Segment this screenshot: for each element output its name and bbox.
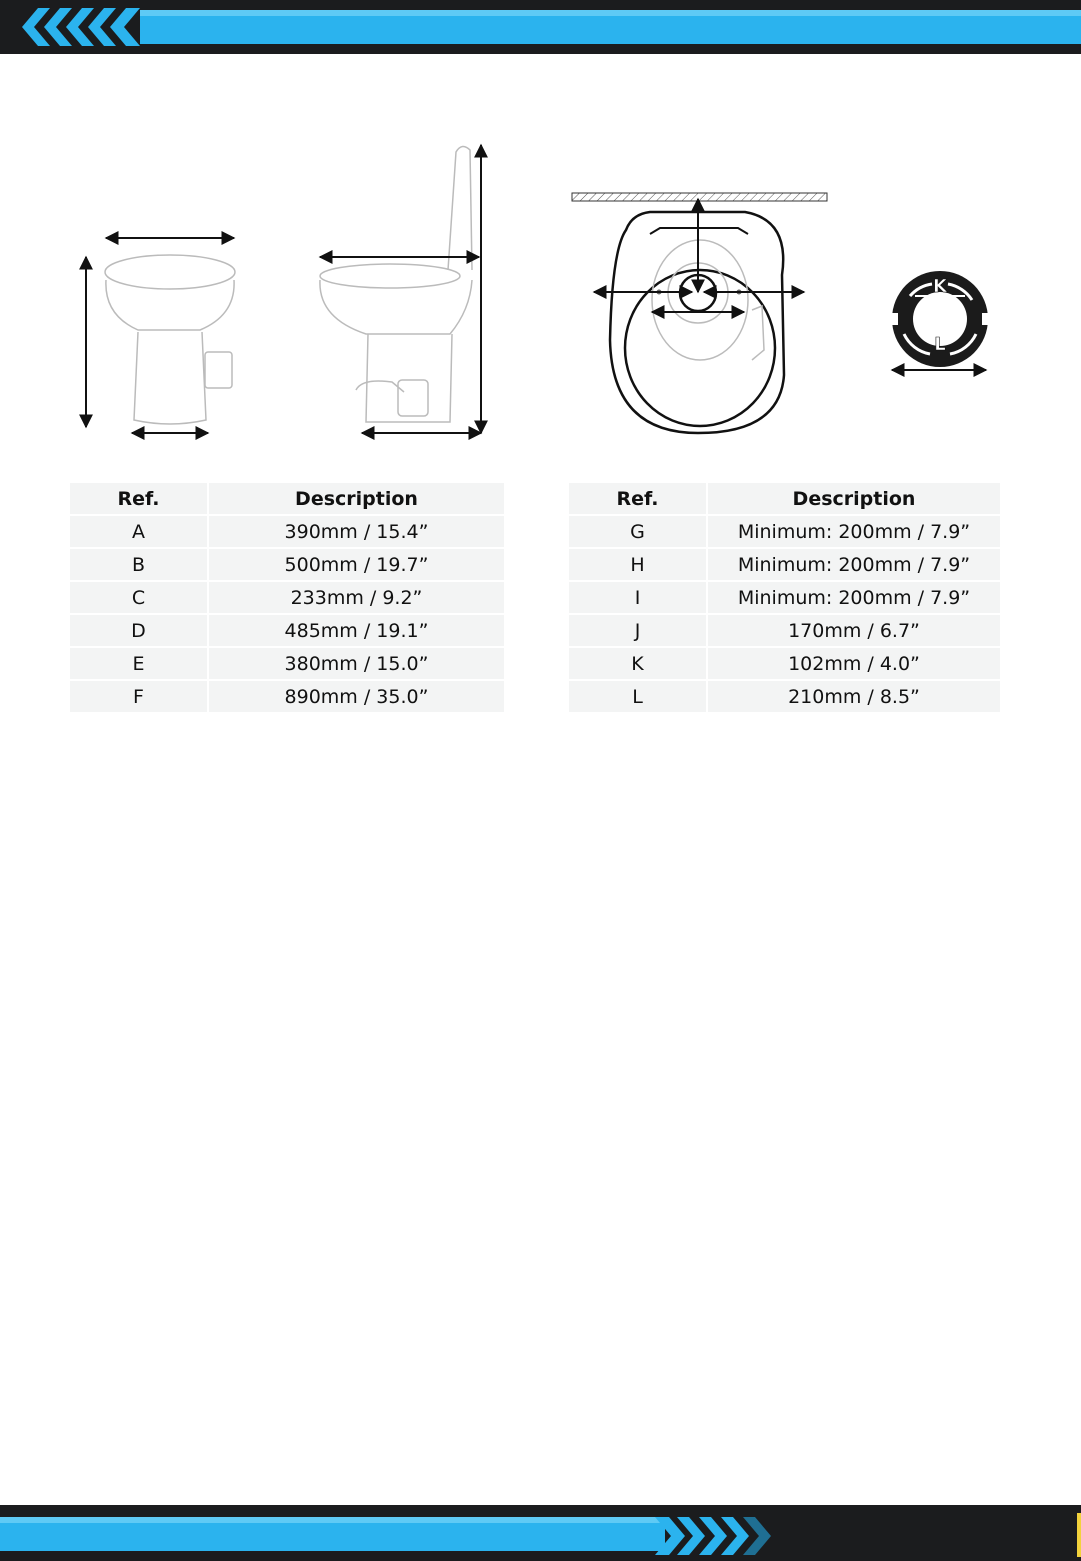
table-row bbox=[70, 549, 504, 582]
ref-cell: D bbox=[70, 615, 209, 648]
description-cell: 233mm / 9.2” bbox=[209, 582, 504, 615]
dimensions-table-left bbox=[70, 483, 504, 714]
ref-cell: F bbox=[70, 681, 209, 714]
description-cell: 890mm / 35.0” bbox=[209, 681, 504, 714]
description-cell: Minimum: 200mm / 7.9” bbox=[708, 516, 1000, 549]
ref-cell: H bbox=[569, 549, 708, 582]
toilet-front-view bbox=[105, 255, 235, 424]
table-row bbox=[70, 582, 504, 615]
ref-cell: L bbox=[569, 681, 708, 714]
ref-cell: E bbox=[70, 648, 209, 681]
dimension-drawings bbox=[0, 130, 1081, 450]
description-cell: 380mm / 15.0” bbox=[209, 648, 504, 681]
table-row bbox=[70, 516, 504, 549]
table-row bbox=[70, 681, 504, 714]
toilet-side-view bbox=[320, 146, 472, 422]
table-row bbox=[569, 681, 1000, 714]
description-cell: 210mm / 8.5” bbox=[708, 681, 1000, 714]
description-cell: 102mm / 4.0” bbox=[708, 648, 1000, 681]
ref-cell: C bbox=[70, 582, 209, 615]
top-header-band bbox=[0, 0, 1081, 54]
flange-label-k: K bbox=[933, 276, 947, 297]
description-cell: Minimum: 200mm / 7.9” bbox=[708, 549, 1000, 582]
table-row bbox=[70, 648, 504, 681]
ref-cell: K bbox=[569, 648, 708, 681]
bottom-footer-band bbox=[0, 1505, 1081, 1561]
description-cell: 500mm / 19.7” bbox=[209, 549, 504, 582]
ref-cell: A bbox=[70, 516, 209, 549]
dimensions-table-right bbox=[569, 483, 1000, 714]
ref-cell: G bbox=[569, 516, 708, 549]
ref-cell: I bbox=[569, 582, 708, 615]
header-ref: Ref. bbox=[70, 483, 209, 516]
table-header-row bbox=[569, 483, 1000, 516]
flange-label-l: L bbox=[934, 334, 946, 355]
table-header-row bbox=[70, 483, 504, 516]
table-row bbox=[569, 648, 1000, 681]
ref-cell: B bbox=[70, 549, 209, 582]
ref-cell: J bbox=[569, 615, 708, 648]
table-row bbox=[569, 615, 1000, 648]
header-description: Description bbox=[209, 483, 504, 516]
description-cell: Minimum: 200mm / 7.9” bbox=[708, 582, 1000, 615]
table-row bbox=[70, 615, 504, 648]
table-row bbox=[569, 549, 1000, 582]
description-cell: 485mm / 19.1” bbox=[209, 615, 504, 648]
table-row bbox=[569, 582, 1000, 615]
table-row bbox=[569, 516, 1000, 549]
header-description: Description bbox=[708, 483, 1000, 516]
description-cell: 170mm / 6.7” bbox=[708, 615, 1000, 648]
header-ref: Ref. bbox=[569, 483, 708, 516]
description-cell: 390mm / 15.4” bbox=[209, 516, 504, 549]
